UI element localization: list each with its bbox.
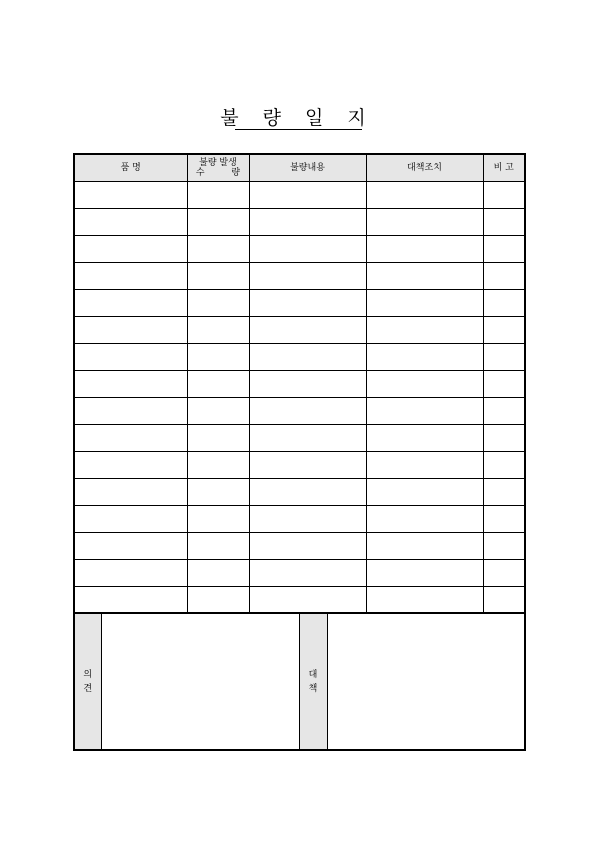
header-defect-quantity-line2: 수 량 xyxy=(195,167,241,178)
remarks-cell[interactable] xyxy=(483,235,525,262)
product-name-cell[interactable] xyxy=(74,559,187,586)
opinion-label-char-1: 의 xyxy=(83,669,93,680)
countermeasure-cell[interactable] xyxy=(366,343,483,370)
table-header-row xyxy=(74,154,525,181)
defect-content-cell[interactable] xyxy=(249,397,366,424)
remarks-cell[interactable] xyxy=(483,181,525,208)
product-name-cell[interactable] xyxy=(74,208,187,235)
remarks-cell[interactable] xyxy=(483,478,525,505)
countermeasure-cell[interactable] xyxy=(366,478,483,505)
measure-label-char-1: 대 xyxy=(308,669,318,680)
remarks-cell[interactable] xyxy=(483,262,525,289)
defect-quantity-cell[interactable] xyxy=(187,235,249,262)
countermeasure-cell[interactable] xyxy=(366,424,483,451)
product-name-cell[interactable] xyxy=(74,478,187,505)
product-name-cell[interactable] xyxy=(74,451,187,478)
countermeasure-cell[interactable] xyxy=(366,505,483,532)
defect-content-cell[interactable] xyxy=(249,289,366,316)
countermeasure-cell[interactable] xyxy=(366,262,483,289)
countermeasure-cell[interactable] xyxy=(366,370,483,397)
header-defect-quantity xyxy=(187,154,249,181)
header-defect-quantity-line1: 불량 발생 xyxy=(199,157,237,168)
defect-quantity-cell[interactable] xyxy=(187,559,249,586)
defect-quantity-cell[interactable] xyxy=(187,370,249,397)
document-title: 불 량 일 지 xyxy=(220,107,375,129)
countermeasure-cell[interactable] xyxy=(366,397,483,424)
defect-quantity-cell[interactable] xyxy=(187,208,249,235)
table-row xyxy=(74,505,525,532)
header-countermeasure: 대책조치 xyxy=(366,154,483,181)
defect-quantity-cell[interactable] xyxy=(187,532,249,559)
defect-quantity-cell[interactable] xyxy=(187,451,249,478)
countermeasure-cell[interactable] xyxy=(366,586,483,613)
defect-quantity-cell[interactable] xyxy=(187,181,249,208)
remarks-cell[interactable] xyxy=(483,424,525,451)
product-name-cell[interactable] xyxy=(74,505,187,532)
defect-quantity-cell[interactable] xyxy=(187,289,249,316)
table-row xyxy=(74,478,525,505)
defect-content-cell[interactable] xyxy=(249,316,366,343)
product-name-cell[interactable] xyxy=(74,370,187,397)
table-row xyxy=(74,181,525,208)
table-row xyxy=(74,316,525,343)
defect-content-cell[interactable] xyxy=(249,343,366,370)
defect-content-cell[interactable] xyxy=(249,262,366,289)
title-underline xyxy=(235,129,362,130)
countermeasure-cell[interactable] xyxy=(366,559,483,586)
defect-content-cell[interactable] xyxy=(249,235,366,262)
defect-content-cell[interactable] xyxy=(249,208,366,235)
defect-content-cell[interactable] xyxy=(249,451,366,478)
table-row xyxy=(74,343,525,370)
measure-field[interactable] xyxy=(327,614,525,751)
opinion-measure-row xyxy=(74,614,525,751)
opinion-field[interactable] xyxy=(101,614,299,751)
defect-content-cell[interactable] xyxy=(249,505,366,532)
table-row xyxy=(74,586,525,613)
remarks-cell[interactable] xyxy=(483,397,525,424)
defect-quantity-cell[interactable] xyxy=(187,316,249,343)
remarks-cell[interactable] xyxy=(483,505,525,532)
defect-content-cell[interactable] xyxy=(249,586,366,613)
remarks-cell[interactable] xyxy=(483,316,525,343)
table-row xyxy=(74,451,525,478)
defect-quantity-cell[interactable] xyxy=(187,478,249,505)
product-name-cell[interactable] xyxy=(74,424,187,451)
defect-quantity-cell[interactable] xyxy=(187,262,249,289)
opinion-label xyxy=(74,614,101,751)
header-remarks: 비 고 xyxy=(483,154,525,181)
product-name-cell[interactable] xyxy=(74,343,187,370)
defect-content-cell[interactable] xyxy=(249,559,366,586)
countermeasure-cell[interactable] xyxy=(366,208,483,235)
defect-quantity-cell[interactable] xyxy=(187,424,249,451)
remarks-cell[interactable] xyxy=(483,370,525,397)
remarks-cell[interactable] xyxy=(483,289,525,316)
countermeasure-cell[interactable] xyxy=(366,316,483,343)
countermeasure-cell[interactable] xyxy=(366,235,483,262)
remarks-cell[interactable] xyxy=(483,343,525,370)
countermeasure-cell[interactable] xyxy=(366,451,483,478)
product-name-cell[interactable] xyxy=(74,532,187,559)
table-row xyxy=(74,397,525,424)
countermeasure-cell[interactable] xyxy=(366,532,483,559)
opinion-measure-table xyxy=(73,613,526,751)
product-name-cell[interactable] xyxy=(74,289,187,316)
table-row xyxy=(74,559,525,586)
remarks-cell[interactable] xyxy=(483,559,525,586)
product-name-cell[interactable] xyxy=(74,586,187,613)
defect-log-table xyxy=(73,153,526,614)
opinion-label-char-2: 견 xyxy=(83,683,93,694)
table-row xyxy=(74,370,525,397)
table-row xyxy=(74,424,525,451)
defect-quantity-cell[interactable] xyxy=(187,505,249,532)
table-row xyxy=(74,262,525,289)
header-defect-content: 불량내용 xyxy=(249,154,366,181)
defect-quantity-cell[interactable] xyxy=(187,343,249,370)
table-row xyxy=(74,289,525,316)
product-name-cell[interactable] xyxy=(74,316,187,343)
remarks-cell[interactable] xyxy=(483,586,525,613)
defect-content-cell[interactable] xyxy=(249,181,366,208)
countermeasure-cell[interactable] xyxy=(366,181,483,208)
remarks-cell[interactable] xyxy=(483,208,525,235)
measure-label-char-2: 책 xyxy=(308,683,318,694)
product-name-cell[interactable] xyxy=(74,397,187,424)
product-name-cell[interactable] xyxy=(74,262,187,289)
defect-quantity-cell[interactable] xyxy=(187,586,249,613)
defect-content-cell[interactable] xyxy=(249,424,366,451)
measure-label xyxy=(299,614,327,751)
table-row xyxy=(74,532,525,559)
table-row xyxy=(74,208,525,235)
defect-content-cell[interactable] xyxy=(249,532,366,559)
product-name-cell[interactable] xyxy=(74,181,187,208)
table-row xyxy=(74,235,525,262)
header-product-name: 품 명 xyxy=(74,154,187,181)
defect-content-cell[interactable] xyxy=(249,478,366,505)
remarks-cell[interactable] xyxy=(483,451,525,478)
countermeasure-cell[interactable] xyxy=(366,289,483,316)
remarks-cell[interactable] xyxy=(483,532,525,559)
product-name-cell[interactable] xyxy=(74,235,187,262)
defect-content-cell[interactable] xyxy=(249,370,366,397)
defect-quantity-cell[interactable] xyxy=(187,397,249,424)
